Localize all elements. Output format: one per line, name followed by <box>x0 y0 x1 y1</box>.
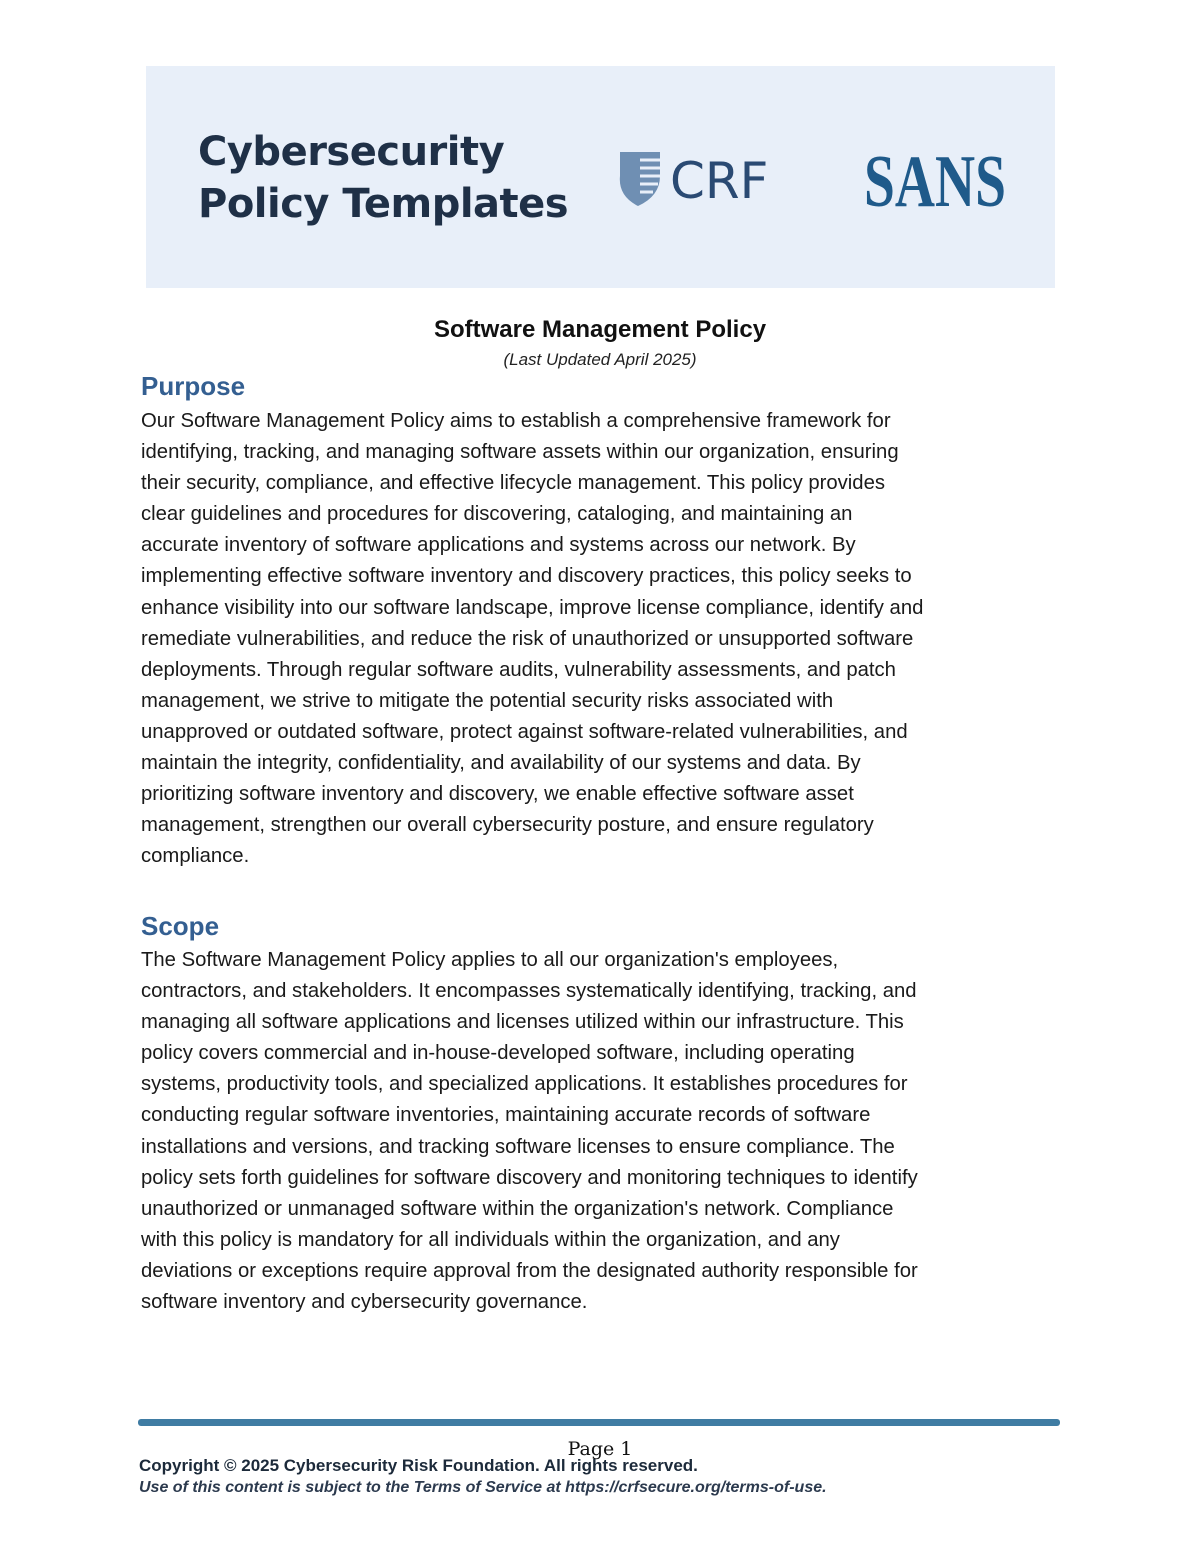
text-line: management, strengthen our overall cybersecurity posture, and ensure regulatory <box>141 814 874 837</box>
text-line: implementing effective software inventory and discovery practices, this policy seeks to <box>141 565 912 588</box>
copyright-notice: Copyright © 2025 Cybersecurity Risk Foundation. All rights reserved. <box>139 1456 698 1475</box>
text-line: deployments. Through regular software audits, vulnerability assessments, and patch <box>141 658 896 681</box>
text-line: The Software Management Policy applies to all our organization's employees, <box>141 949 839 971</box>
text-line: remediate vulnerabilities, and reduce the risk of unauthorized or unsupported software <box>141 627 914 650</box>
text-line: compliance. <box>141 845 250 868</box>
banner-title-line2: Policy Templates <box>198 181 569 227</box>
text-line: maintain the integrity, confidentiality, and availability of our systems and data. By <box>141 752 861 775</box>
text-line: policy sets forth guidelines for software discovery and monitoring techniques to identify <box>141 1166 918 1189</box>
text-line: unapproved or outdated software, protect against software-related vulnerabilities, and <box>141 720 908 743</box>
banner-title-line1: Cybersecurity <box>198 129 505 175</box>
purpose-body <box>141 406 1061 872</box>
sans-logo-text: SANS <box>864 141 1006 223</box>
sans-logo-icon <box>860 134 1010 223</box>
crf-logo-text: CRF <box>670 152 769 210</box>
text-line: Our Software Management Policy aims to establish a comprehensive framework for <box>141 410 891 432</box>
text-line: identifying, tracking, and managing software assets within our organization, ensuring <box>141 441 899 464</box>
page-number: Page 1 <box>567 1438 633 1460</box>
purpose-heading: Purpose <box>141 371 246 401</box>
terms-notice: Use of this content is subject to the Terms of Service at https://crfsecure.org/terms-of-use. <box>139 1479 827 1496</box>
text-line: software inventory and cybersecurity governance. <box>141 1291 588 1314</box>
document-title: Software Management Policy <box>433 316 767 343</box>
text-line: their security, compliance, and effective lifecycle management. This policy provides <box>141 472 885 495</box>
text-line: with this policy is mandatory for all individuals within the organization, and any <box>141 1228 840 1251</box>
text-line: deviations or exceptions require approval from the designated authority responsible for <box>141 1259 918 1282</box>
crf-logo-icon <box>616 148 816 208</box>
text-line: management, we strive to mitigate the potential security risks associated with <box>141 689 834 712</box>
text-line: contractors, and stakeholders. It encompasses systematically identifying, tracking, and <box>141 980 917 1003</box>
banner-title <box>198 126 568 230</box>
text-line: conducting regular software inventories, maintaining accurate records of software <box>141 1104 871 1127</box>
text-line: accurate inventory of software applications and systems across our network. By <box>141 534 856 557</box>
scope-body <box>141 945 1061 1318</box>
text-line: systems, productivity tools, and specialized applications. It establishes procedures for <box>141 1073 908 1096</box>
text-line: clear guidelines and procedures for discovering, cataloging, and maintaining an <box>141 503 853 526</box>
footer-divider <box>138 1419 1060 1426</box>
header-banner <box>146 66 1055 288</box>
text-line: managing all software applications and licenses utilized within our infrastructure. This <box>141 1011 904 1034</box>
text-line: prioritizing software inventory and discovery, we enable effective software asset <box>141 783 854 806</box>
text-line: installations and versions, and tracking software licenses to ensure compliance. The <box>141 1135 895 1158</box>
document-subtitle: (Last Updated April 2025) <box>503 350 697 369</box>
text-line: unauthorized or unmanaged software within the organization's network. Compliance <box>141 1197 894 1220</box>
scope-heading: Scope <box>141 911 220 941</box>
text-line: enhance visibility into our software landscape, improve license compliance, identify and <box>141 596 924 619</box>
text-line: policy covers commercial and in-house-developed software, including operating <box>141 1042 855 1065</box>
